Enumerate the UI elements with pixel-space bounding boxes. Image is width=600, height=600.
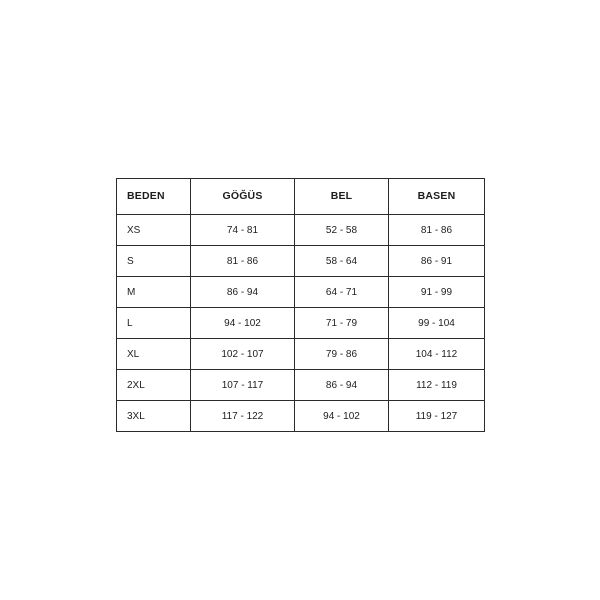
cell-beden: S xyxy=(117,246,191,277)
table-head xyxy=(117,179,485,215)
table-row xyxy=(117,308,485,339)
cell-basen: 104 - 112 xyxy=(389,339,485,370)
table-row xyxy=(117,277,485,308)
table-row xyxy=(117,215,485,246)
cell-gogus: 81 - 86 xyxy=(191,246,295,277)
cell-basen: 86 - 91 xyxy=(389,246,485,277)
table-row xyxy=(117,246,485,277)
cell-beden: 2XL xyxy=(117,370,191,401)
cell-basen: 81 - 86 xyxy=(389,215,485,246)
cell-gogus: 107 - 117 xyxy=(191,370,295,401)
cell-gogus: 86 - 94 xyxy=(191,277,295,308)
cell-beden: M xyxy=(117,277,191,308)
cell-bel: 58 - 64 xyxy=(295,246,389,277)
size-chart-table xyxy=(116,178,485,432)
column-header-gogus: GÖĞÜS xyxy=(191,179,295,215)
cell-gogus: 102 - 107 xyxy=(191,339,295,370)
cell-bel: 52 - 58 xyxy=(295,215,389,246)
cell-basen: 119 - 127 xyxy=(389,401,485,432)
cell-basen: 112 - 119 xyxy=(389,370,485,401)
cell-gogus: 94 - 102 xyxy=(191,308,295,339)
cell-gogus: 117 - 122 xyxy=(191,401,295,432)
table-body xyxy=(117,215,485,432)
cell-bel: 86 - 94 xyxy=(295,370,389,401)
cell-gogus: 74 - 81 xyxy=(191,215,295,246)
cell-beden: XS xyxy=(117,215,191,246)
table-row xyxy=(117,370,485,401)
table-row xyxy=(117,401,485,432)
cell-basen: 91 - 99 xyxy=(389,277,485,308)
cell-bel: 64 - 71 xyxy=(295,277,389,308)
cell-beden: XL xyxy=(117,339,191,370)
cell-basen: 99 - 104 xyxy=(389,308,485,339)
table-header-row xyxy=(117,179,485,215)
cell-bel: 71 - 79 xyxy=(295,308,389,339)
cell-beden: 3XL xyxy=(117,401,191,432)
column-header-bel: BEL xyxy=(295,179,389,215)
cell-bel: 94 - 102 xyxy=(295,401,389,432)
table-row xyxy=(117,339,485,370)
column-header-basen: BASEN xyxy=(389,179,485,215)
cell-beden: L xyxy=(117,308,191,339)
size-chart-container xyxy=(116,178,484,432)
column-header-beden: BEDEN xyxy=(117,179,191,215)
cell-bel: 79 - 86 xyxy=(295,339,389,370)
